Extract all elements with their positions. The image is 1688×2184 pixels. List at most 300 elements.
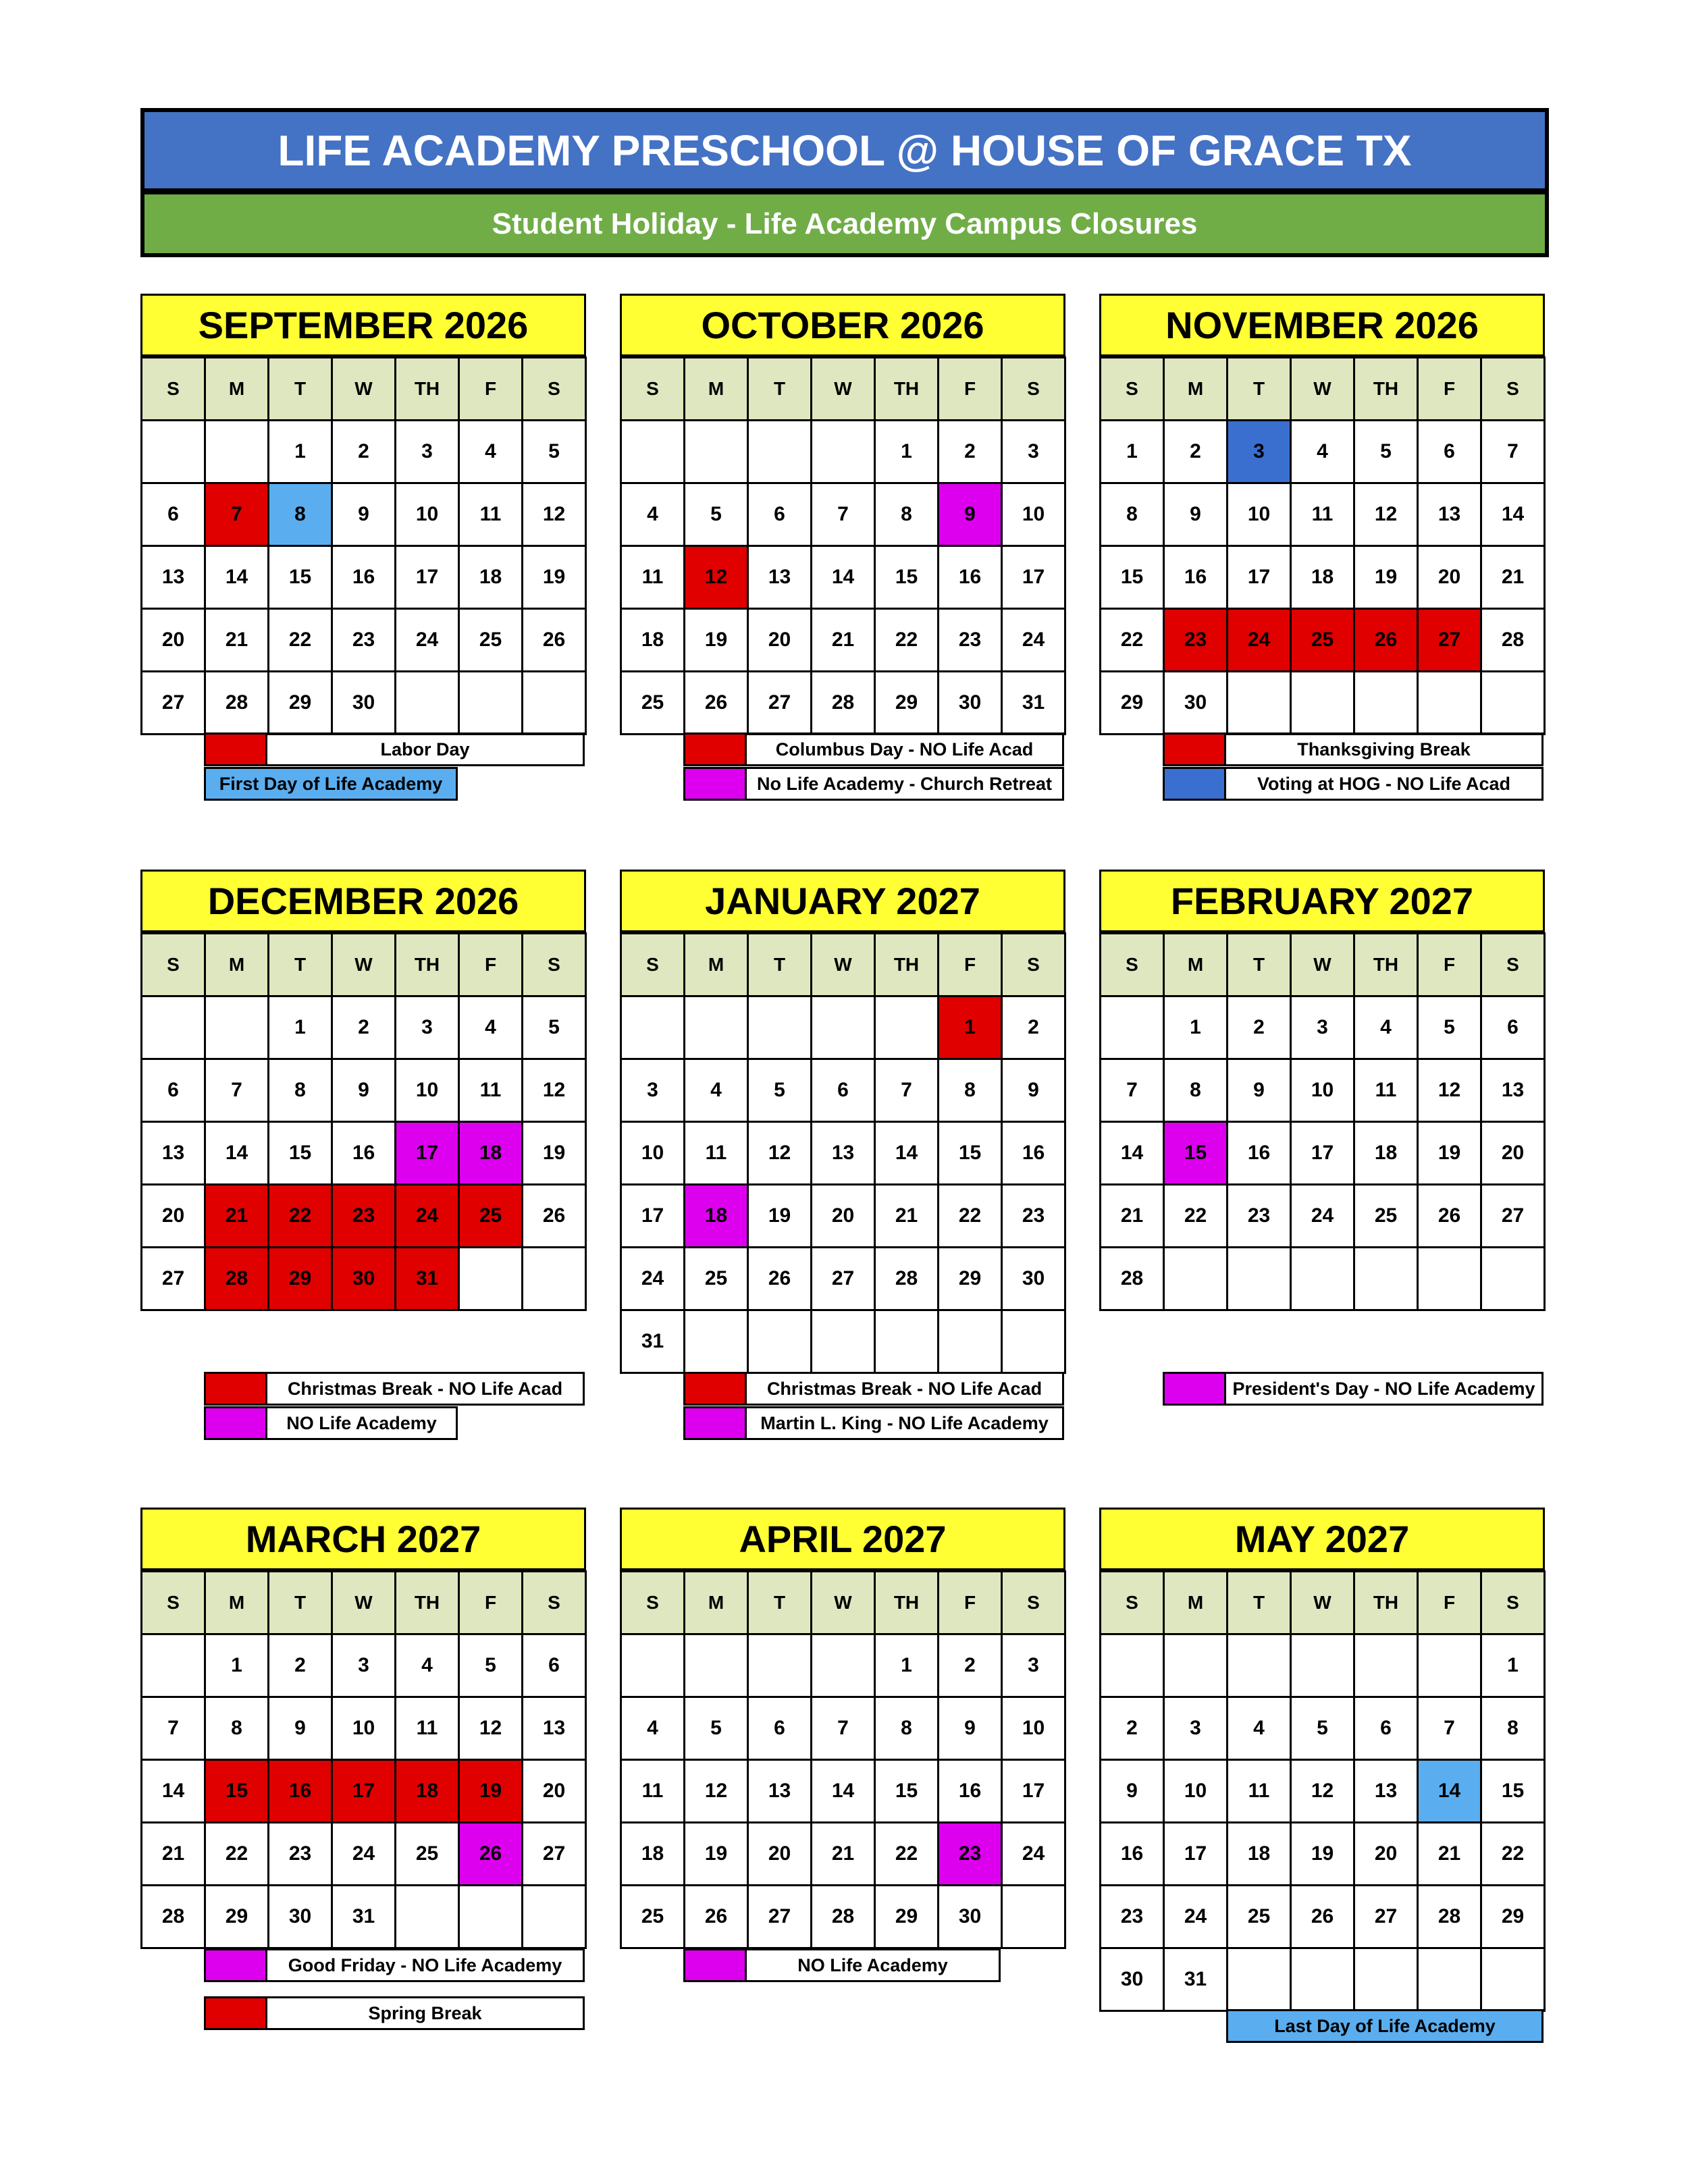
day-cell: 9 <box>1002 1059 1065 1122</box>
month-may-2027 <box>1099 1508 1545 2012</box>
month-title: NOVEMBER 2026 <box>1099 294 1545 356</box>
day-cell: 14 <box>1418 1760 1481 1823</box>
day-cell: 30 <box>332 672 396 735</box>
day-cell: 15 <box>875 546 939 609</box>
day-cell: 4 <box>459 996 523 1059</box>
day-cell: 10 <box>621 1122 685 1185</box>
page-title: LIFE ACADEMY PRESCHOOL @ HOUSE OF GRACE TX <box>140 108 1549 192</box>
legend-label: Christmas Break - NO Life Acad <box>267 1372 585 1406</box>
week-row <box>621 1059 1065 1122</box>
day-cell: 2 <box>1101 1697 1164 1760</box>
empty-day-cell <box>205 421 269 483</box>
weekday-label: S <box>1002 934 1065 996</box>
legend-item <box>204 767 458 801</box>
weekday-label: F <box>459 934 523 996</box>
week-row <box>621 1634 1065 1697</box>
empty-day-cell <box>205 996 269 1059</box>
day-cell: 14 <box>812 546 875 609</box>
legend-item <box>204 1948 585 1982</box>
day-cell: 4 <box>459 421 523 483</box>
day-cell: 11 <box>396 1697 459 1760</box>
day-cell: 24 <box>1291 1185 1354 1248</box>
week-row <box>142 672 586 735</box>
weekday-label: F <box>459 1572 523 1634</box>
week-row <box>621 1310 1065 1373</box>
weekday-label: TH <box>1354 358 1418 421</box>
day-cell: 8 <box>269 483 332 546</box>
empty-day-cell <box>523 1248 586 1310</box>
empty-day-cell <box>1481 1948 1545 2011</box>
day-cell: 9 <box>1164 483 1228 546</box>
day-cell: 7 <box>142 1697 205 1760</box>
weekday-label: T <box>269 1572 332 1634</box>
month-table <box>1099 356 1546 735</box>
empty-day-cell <box>621 421 685 483</box>
day-cell: 8 <box>205 1697 269 1760</box>
weekday-label: F <box>1418 1572 1481 1634</box>
day-cell: 17 <box>332 1760 396 1823</box>
week-row <box>621 1760 1065 1823</box>
day-cell: 25 <box>1228 1886 1291 1948</box>
day-cell: 18 <box>1291 546 1354 609</box>
month-november-2026 <box>1099 294 1545 735</box>
day-cell: 27 <box>812 1248 875 1310</box>
empty-day-cell <box>1002 1886 1065 1948</box>
day-cell: 25 <box>396 1823 459 1886</box>
legend-swatch <box>204 1948 267 1982</box>
legend-label: Voting at HOG - NO Life Acad <box>1226 767 1544 801</box>
day-cell: 7 <box>1481 421 1545 483</box>
day-cell: 21 <box>205 609 269 672</box>
weekday-label: M <box>685 1572 748 1634</box>
empty-day-cell <box>1228 672 1291 735</box>
day-cell: 16 <box>939 1760 1002 1823</box>
day-cell: 27 <box>1354 1886 1418 1948</box>
legend-item <box>683 1406 1064 1440</box>
day-cell: 9 <box>1228 1059 1291 1122</box>
week-row <box>1101 1760 1545 1823</box>
day-cell: 9 <box>939 1697 1002 1760</box>
day-cell: 16 <box>1228 1122 1291 1185</box>
day-cell: 6 <box>812 1059 875 1122</box>
month-february-2027 <box>1099 870 1545 1311</box>
day-cell: 14 <box>1481 483 1545 546</box>
day-cell: 8 <box>1101 483 1164 546</box>
day-cell: 17 <box>1164 1823 1228 1886</box>
day-cell: 21 <box>812 1823 875 1886</box>
weekday-label: S <box>1101 934 1164 996</box>
day-cell: 25 <box>621 672 685 735</box>
day-cell: 10 <box>396 483 459 546</box>
day-cell: 28 <box>142 1886 205 1948</box>
day-cell: 25 <box>459 609 523 672</box>
day-cell: 22 <box>1481 1823 1545 1886</box>
empty-day-cell <box>1418 1634 1481 1697</box>
day-cell: 23 <box>1164 609 1228 672</box>
day-cell: 19 <box>1418 1122 1481 1185</box>
day-cell: 3 <box>332 1634 396 1697</box>
day-cell: 8 <box>875 1697 939 1760</box>
week-row <box>621 672 1065 735</box>
empty-day-cell <box>1354 1248 1418 1310</box>
week-row <box>142 1697 586 1760</box>
weekday-label: T <box>748 1572 812 1634</box>
day-cell: 7 <box>205 483 269 546</box>
week-row <box>1101 1886 1545 1948</box>
day-cell: 13 <box>523 1697 586 1760</box>
day-cell: 11 <box>1228 1760 1291 1823</box>
weekday-label: W <box>1291 358 1354 421</box>
day-cell: 19 <box>1354 546 1418 609</box>
legend-swatch <box>683 1948 747 1982</box>
month-table <box>620 1570 1066 1949</box>
legend-item <box>204 733 585 766</box>
day-cell: 17 <box>1291 1122 1354 1185</box>
day-cell: 9 <box>1101 1760 1164 1823</box>
day-cell: 21 <box>1481 546 1545 609</box>
day-cell: 19 <box>685 1823 748 1886</box>
legend-label: Christmas Break - NO Life Acad <box>747 1372 1064 1406</box>
weekday-label: TH <box>875 934 939 996</box>
weekday-label: TH <box>1354 1572 1418 1634</box>
day-cell: 21 <box>142 1823 205 1886</box>
month-october-2026 <box>620 294 1065 735</box>
legend-label: Spring Break <box>267 1996 585 2030</box>
day-cell: 25 <box>685 1248 748 1310</box>
week-row <box>142 1248 586 1310</box>
day-cell: 30 <box>332 1248 396 1310</box>
day-cell: 28 <box>1481 609 1545 672</box>
weekday-label: S <box>523 934 586 996</box>
day-cell: 4 <box>1228 1697 1291 1760</box>
legend-item <box>204 1406 458 1440</box>
day-cell: 4 <box>685 1059 748 1122</box>
empty-day-cell <box>142 1634 205 1697</box>
day-cell: 5 <box>685 1697 748 1760</box>
empty-day-cell <box>523 1886 586 1948</box>
weekday-label: TH <box>875 358 939 421</box>
empty-day-cell <box>621 1634 685 1697</box>
empty-day-cell <box>1228 1634 1291 1697</box>
week-row <box>1101 483 1545 546</box>
legend-label: NO Life Academy <box>747 1948 1001 1982</box>
day-cell: 11 <box>1291 483 1354 546</box>
day-cell: 9 <box>332 1059 396 1122</box>
day-cell: 27 <box>1418 609 1481 672</box>
week-row <box>1101 1122 1545 1185</box>
day-cell: 4 <box>396 1634 459 1697</box>
day-cell: 23 <box>939 1823 1002 1886</box>
week-row <box>142 1634 586 1697</box>
month-table <box>1099 932 1546 1311</box>
day-cell: 29 <box>875 672 939 735</box>
day-cell: 20 <box>748 609 812 672</box>
day-cell: 3 <box>621 1059 685 1122</box>
day-cell: 29 <box>1481 1886 1545 1948</box>
day-cell: 5 <box>1354 421 1418 483</box>
legend-label: NO Life Academy <box>267 1406 458 1440</box>
day-cell: 7 <box>1418 1697 1481 1760</box>
day-cell: 1 <box>875 1634 939 1697</box>
legend-swatch <box>1163 733 1226 766</box>
day-cell: 5 <box>1291 1697 1354 1760</box>
empty-day-cell <box>396 1886 459 1948</box>
day-cell: 2 <box>269 1634 332 1697</box>
day-cell: 3 <box>1228 421 1291 483</box>
day-cell: 1 <box>269 421 332 483</box>
month-title: MAY 2027 <box>1099 1508 1545 1570</box>
day-cell: 3 <box>396 421 459 483</box>
day-cell: 14 <box>142 1760 205 1823</box>
day-cell: 19 <box>748 1185 812 1248</box>
day-cell: 11 <box>685 1122 748 1185</box>
day-cell: 26 <box>1291 1886 1354 1948</box>
legend-item <box>683 1948 1001 1982</box>
weekday-label: F <box>939 934 1002 996</box>
day-cell: 17 <box>396 546 459 609</box>
legend-label: No Life Academy - Church Retreat <box>747 767 1064 801</box>
day-cell: 25 <box>1354 1185 1418 1248</box>
week-row <box>621 1248 1065 1310</box>
weekday-label: W <box>332 358 396 421</box>
day-cell: 15 <box>939 1122 1002 1185</box>
day-cell: 10 <box>1002 483 1065 546</box>
day-cell: 23 <box>1228 1185 1291 1248</box>
day-cell: 15 <box>1481 1760 1545 1823</box>
week-row <box>142 609 586 672</box>
weekday-label: S <box>142 934 205 996</box>
day-cell: 28 <box>205 672 269 735</box>
empty-day-cell <box>1291 1634 1354 1697</box>
day-cell: 17 <box>1002 546 1065 609</box>
month-table <box>1099 1570 1546 2012</box>
day-cell: 8 <box>1481 1697 1545 1760</box>
day-cell: 16 <box>1101 1823 1164 1886</box>
day-cell: 12 <box>685 1760 748 1823</box>
empty-day-cell <box>1101 996 1164 1059</box>
legend-swatch <box>683 733 747 766</box>
day-cell: 23 <box>332 1185 396 1248</box>
day-cell: 26 <box>1418 1185 1481 1248</box>
empty-day-cell <box>142 996 205 1059</box>
empty-day-cell <box>1418 672 1481 735</box>
weekday-label: F <box>939 358 1002 421</box>
empty-day-cell <box>812 1634 875 1697</box>
day-cell: 16 <box>1002 1122 1065 1185</box>
week-row <box>621 421 1065 483</box>
day-cell: 26 <box>523 609 586 672</box>
day-cell: 19 <box>523 1122 586 1185</box>
week-row <box>621 546 1065 609</box>
day-cell: 5 <box>1418 996 1481 1059</box>
day-cell: 13 <box>748 546 812 609</box>
day-cell: 13 <box>748 1760 812 1823</box>
day-cell: 14 <box>205 1122 269 1185</box>
empty-day-cell <box>812 996 875 1059</box>
week-row <box>142 421 586 483</box>
day-cell: 11 <box>621 546 685 609</box>
weekday-label: W <box>812 934 875 996</box>
legend-item <box>204 1372 585 1406</box>
week-row <box>1101 609 1545 672</box>
day-cell: 26 <box>685 1886 748 1948</box>
empty-day-cell <box>1164 1634 1228 1697</box>
day-cell: 31 <box>1002 672 1065 735</box>
weekday-label: TH <box>396 934 459 996</box>
weekday-header-row <box>1101 934 1545 996</box>
day-cell: 24 <box>621 1248 685 1310</box>
day-cell: 28 <box>1101 1248 1164 1310</box>
day-cell: 17 <box>1228 546 1291 609</box>
day-cell: 28 <box>812 1886 875 1948</box>
weekday-header-row <box>142 934 586 996</box>
week-row <box>142 1886 586 1948</box>
day-cell: 10 <box>396 1059 459 1122</box>
weekday-label: TH <box>396 1572 459 1634</box>
day-cell: 28 <box>875 1248 939 1310</box>
day-cell: 27 <box>748 672 812 735</box>
day-cell: 14 <box>205 546 269 609</box>
day-cell: 23 <box>1101 1886 1164 1948</box>
week-row <box>1101 1248 1545 1310</box>
day-cell: 23 <box>332 609 396 672</box>
day-cell: 10 <box>332 1697 396 1760</box>
weekday-label: S <box>621 934 685 996</box>
day-cell: 16 <box>269 1760 332 1823</box>
legend-label: Labor Day <box>267 733 585 766</box>
week-row <box>142 483 586 546</box>
day-cell: 24 <box>1002 1823 1065 1886</box>
day-cell: 4 <box>1291 421 1354 483</box>
weekday-label: M <box>685 358 748 421</box>
day-cell: 11 <box>621 1760 685 1823</box>
week-row <box>1101 996 1545 1059</box>
day-cell: 2 <box>332 421 396 483</box>
day-cell: 21 <box>875 1185 939 1248</box>
weekday-label: T <box>269 358 332 421</box>
legend-swatch <box>204 1996 267 2030</box>
month-table <box>620 356 1066 735</box>
weekday-label: F <box>939 1572 1002 1634</box>
empty-day-cell <box>1228 1948 1291 2011</box>
legend-label: Columbus Day - NO Life Acad <box>747 733 1064 766</box>
day-cell: 15 <box>1101 546 1164 609</box>
legend-label: Last Day of Life Academy <box>1226 2009 1544 2043</box>
weekday-label: T <box>1228 934 1291 996</box>
day-cell: 13 <box>1354 1760 1418 1823</box>
empty-day-cell <box>875 996 939 1059</box>
weekday-label: S <box>621 1572 685 1634</box>
day-cell: 18 <box>685 1185 748 1248</box>
day-cell: 25 <box>1291 609 1354 672</box>
day-cell: 3 <box>1002 1634 1065 1697</box>
day-cell: 9 <box>332 483 396 546</box>
day-cell: 15 <box>875 1760 939 1823</box>
day-cell: 12 <box>523 1059 586 1122</box>
day-cell: 25 <box>621 1886 685 1948</box>
week-row <box>1101 1059 1545 1122</box>
weekday-label: T <box>748 934 812 996</box>
day-cell: 24 <box>1164 1886 1228 1948</box>
week-row <box>142 1185 586 1248</box>
legend-swatch <box>204 1406 267 1440</box>
weekday-label: T <box>748 358 812 421</box>
weekday-header-row <box>1101 358 1545 421</box>
week-row <box>142 1823 586 1886</box>
day-cell: 18 <box>1228 1823 1291 1886</box>
day-cell: 18 <box>396 1760 459 1823</box>
day-cell: 5 <box>685 483 748 546</box>
legend-item <box>683 1372 1064 1406</box>
day-cell: 27 <box>142 1248 205 1310</box>
day-cell: 28 <box>812 672 875 735</box>
empty-day-cell <box>1291 1248 1354 1310</box>
weekday-label: M <box>1164 934 1228 996</box>
day-cell: 6 <box>142 1059 205 1122</box>
weekday-label: S <box>1101 1572 1164 1634</box>
empty-day-cell <box>748 996 812 1059</box>
page-subtitle: Student Holiday - Life Academy Campus Closures <box>140 190 1549 257</box>
month-table <box>620 932 1066 1374</box>
empty-day-cell <box>812 1310 875 1373</box>
day-cell: 24 <box>1228 609 1291 672</box>
day-cell: 10 <box>1291 1059 1354 1122</box>
month-table <box>140 1570 587 1949</box>
month-title: FEBRUARY 2027 <box>1099 870 1545 932</box>
day-cell: 12 <box>1354 483 1418 546</box>
weekday-label: S <box>1002 358 1065 421</box>
day-cell: 16 <box>939 546 1002 609</box>
day-cell: 30 <box>1164 672 1228 735</box>
day-cell: 29 <box>205 1886 269 1948</box>
day-cell: 20 <box>812 1185 875 1248</box>
legend-label: Good Friday - NO Life Academy <box>267 1948 585 1982</box>
day-cell: 18 <box>459 546 523 609</box>
day-cell: 3 <box>396 996 459 1059</box>
day-cell: 12 <box>459 1697 523 1760</box>
day-cell: 28 <box>1418 1886 1481 1948</box>
empty-day-cell <box>685 996 748 1059</box>
legend-item <box>1163 767 1544 801</box>
day-cell: 20 <box>1418 546 1481 609</box>
day-cell: 26 <box>523 1185 586 1248</box>
weekday-label: F <box>1418 358 1481 421</box>
week-row <box>142 1760 586 1823</box>
week-row <box>621 609 1065 672</box>
legend-swatch <box>683 767 747 801</box>
weekday-label: M <box>205 1572 269 1634</box>
day-cell: 27 <box>1481 1185 1545 1248</box>
legend-item <box>204 1996 585 2030</box>
empty-day-cell <box>939 1310 1002 1373</box>
day-cell: 25 <box>459 1185 523 1248</box>
week-row <box>621 1823 1065 1886</box>
legend-label: Martin L. King - NO Life Academy <box>747 1406 1064 1440</box>
legend-swatch <box>1163 1372 1226 1406</box>
weekday-header-row <box>142 1572 586 1634</box>
empty-day-cell <box>396 672 459 735</box>
day-cell: 20 <box>142 1185 205 1248</box>
week-row <box>1101 1823 1545 1886</box>
week-row <box>142 1059 586 1122</box>
day-cell: 22 <box>269 609 332 672</box>
day-cell: 6 <box>748 1697 812 1760</box>
weekday-label: S <box>1002 1572 1065 1634</box>
week-row <box>1101 672 1545 735</box>
day-cell: 4 <box>1354 996 1418 1059</box>
empty-day-cell <box>1228 1248 1291 1310</box>
day-cell: 6 <box>1354 1697 1418 1760</box>
